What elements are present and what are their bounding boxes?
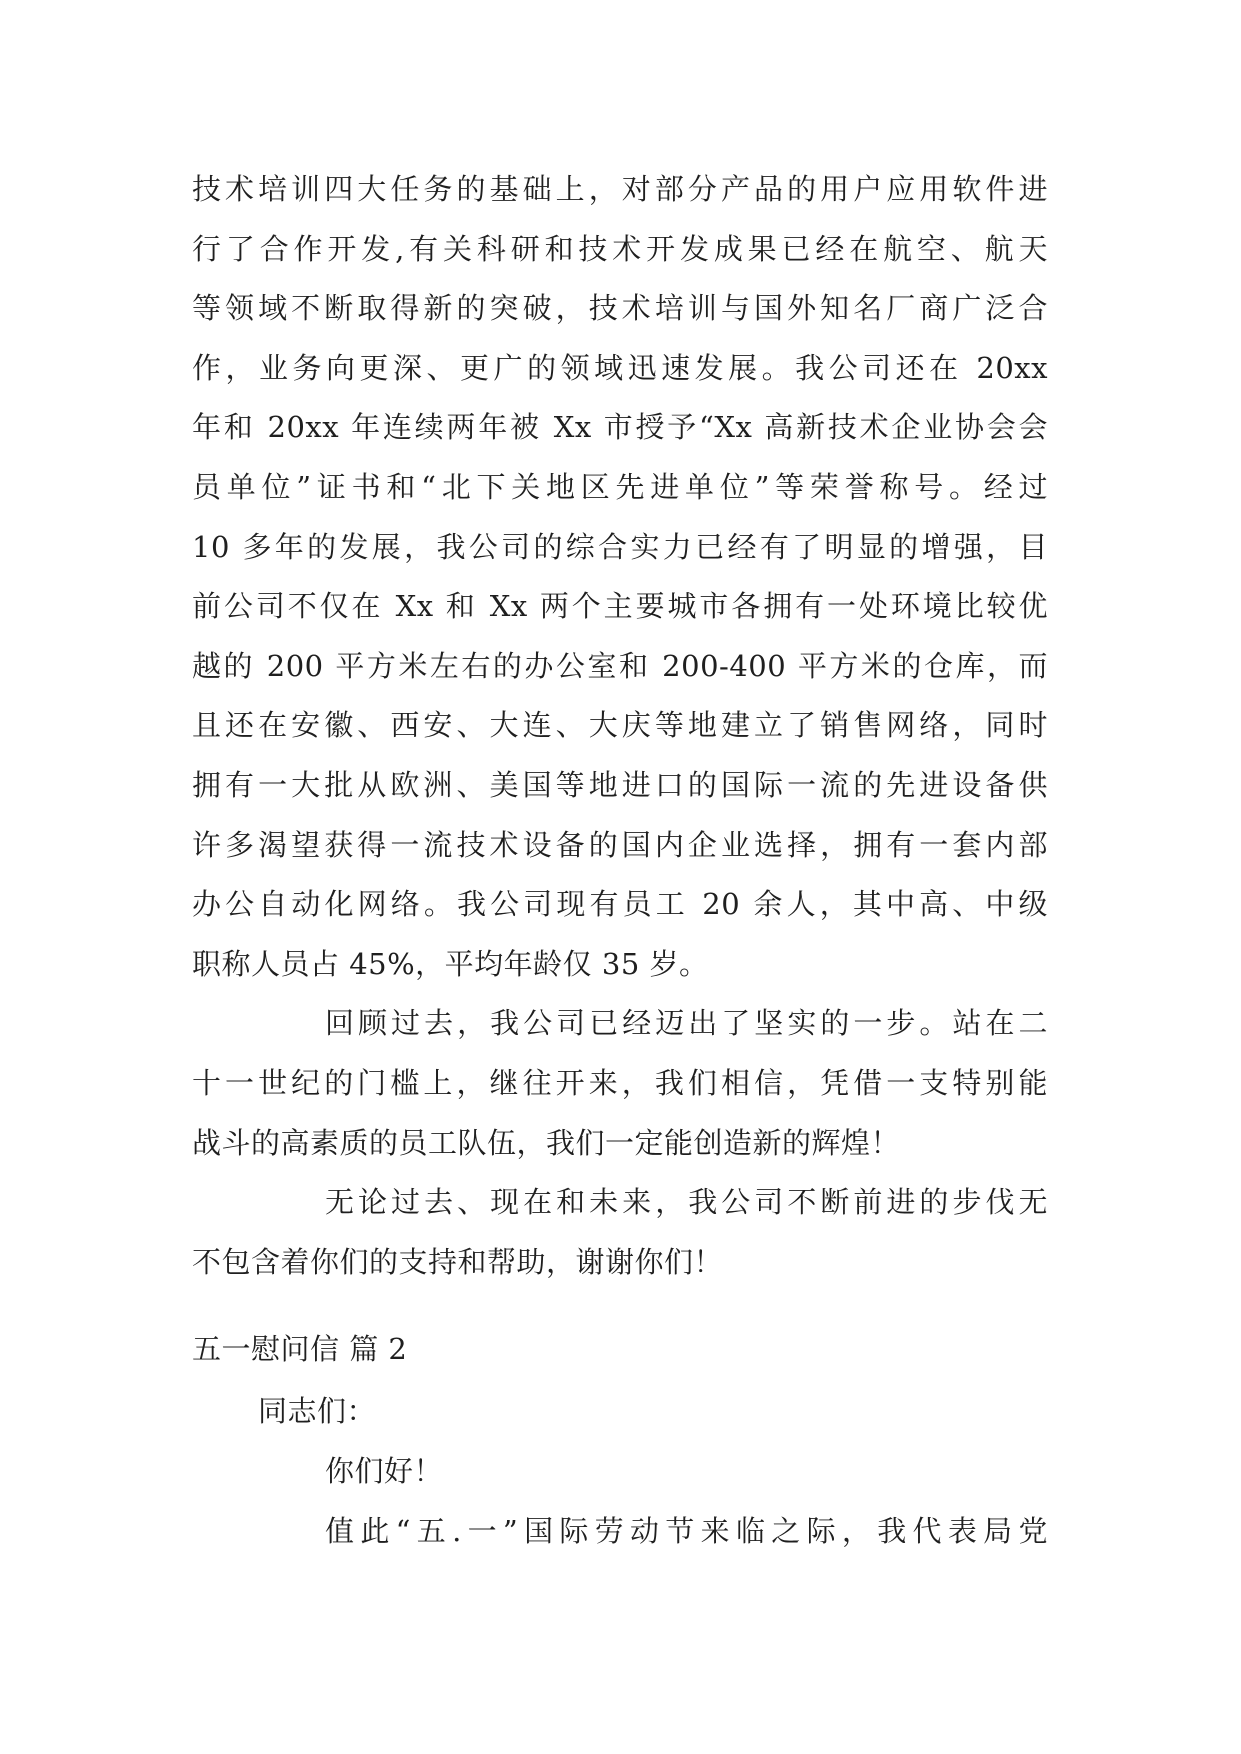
text-line: 前公司不仅在 Xx 和 Xx 两个主要城市各拥有一处环境比较优 (192, 589, 1048, 624)
text-line: 战斗的高素质的员工队伍，我们一定能创造新的辉煌！ (192, 1125, 901, 1160)
text-line: 十一世纪的门槛上，继往开来，我们相信，凭借一支特别能 (192, 1065, 1048, 1100)
greeting: 你们好！ (325, 1454, 444, 1488)
text-line: 拥有一大批从欧洲、美国等地进口的国际一流的先进设备供 (192, 767, 1048, 802)
section-heading: 五一慰问信 篇 2 (192, 1332, 408, 1366)
text-line: 且还在安徽、西安、大连、大庆等地建立了销售网络，同时 (192, 708, 1048, 743)
paragraph-looking-back (192, 994, 1048, 1173)
text-line: 员单位”证书和“北下关地区先进单位”等荣誉称号。经过 (192, 469, 1048, 504)
text-line: 不包含着你们的支持和帮助，谢谢你们！ (192, 1244, 724, 1279)
text-line: 行了合作开发,有关科研和技术开发成果已经在航空、航天 (192, 231, 1048, 266)
text-line: 等领域不断取得新的突破，技术培训与国外知名厂商广泛合 (192, 291, 1048, 326)
text-line: 越的 200 平方米左右的办公室和 200-400 平方米的仓库，而 (192, 648, 1048, 683)
text-line: 10 多年的发展，我公司的综合实力已经有了明显的增强，目 (192, 529, 1048, 564)
text-line: 无论过去、现在和未来，我公司不断前进的步伐无 (325, 1185, 1048, 1220)
text-line: 回顾过去，我公司已经迈出了坚实的一步。站在二 (325, 1006, 1048, 1041)
document-body (192, 160, 1048, 1292)
salutation: 同志们： (258, 1394, 377, 1428)
text-line: 许多渴望获得一流技术设备的国内企业选择，拥有一套内部 (192, 827, 1048, 862)
paragraph-thanks (192, 1173, 1048, 1292)
text-line: 技术培训四大任务的基础上，对部分产品的用户应用软件进 (192, 172, 1048, 206)
text-line: 办公自动化网络。我公司现有员工 20 余人，其中高、中级 (192, 887, 1048, 922)
text-line: 年和 20xx 年连续两年被 Xx 市授予“Xx 高新技术企业协会会 (192, 410, 1048, 445)
text-line: 职称人员占 45%，平均年龄仅 35 岁。 (192, 946, 709, 981)
opening-line: 值此“五.一”国际劳动节来临之际，我代表局党 (325, 1514, 1048, 1548)
paragraph-company-overview (192, 160, 1048, 994)
text-line: 作，业务向更深、更广的领域迅速发展。我公司还在 20xx (192, 350, 1048, 385)
